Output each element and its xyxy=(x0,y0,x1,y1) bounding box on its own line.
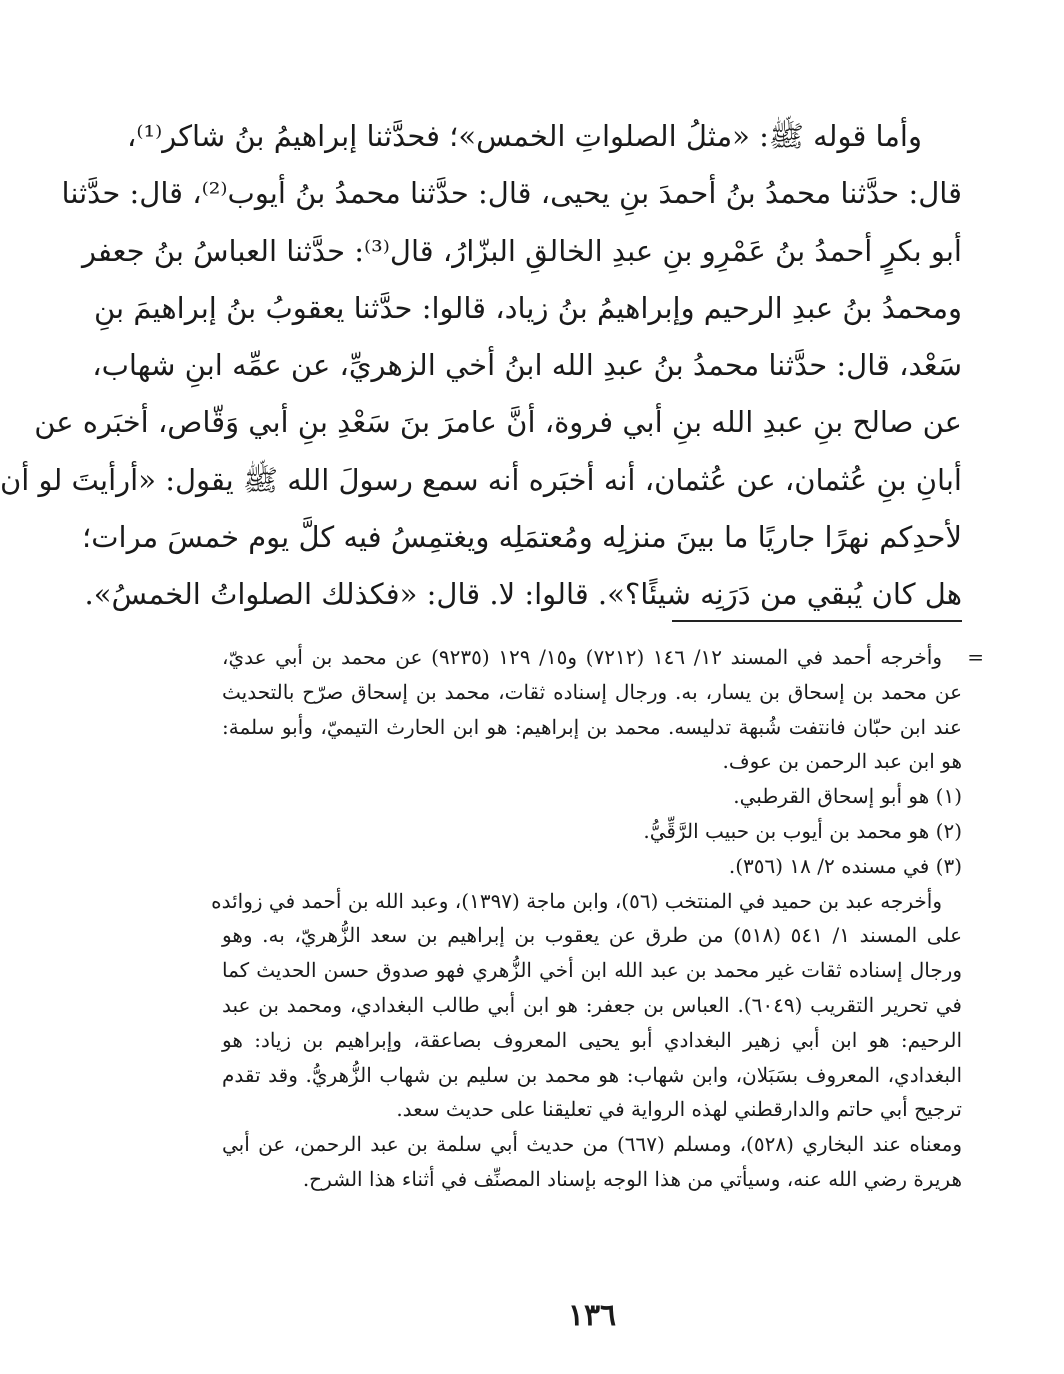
main-text-line: هل كان يُبقي من دَرَنِه شيئًا؟». قالوا: لا. قال: «فكذلك الصلواتُ الخمسُ». xyxy=(84,577,962,612)
footnote-3: (٣) في مسنده ٢/ ١٨ (٣٥٦). xyxy=(728,853,962,878)
footnote-line: ترجيح أبي حاتم والدارقطني لهذه الرواية في تعليقنا على حديث سعد. xyxy=(396,1097,962,1122)
footnotes-section xyxy=(211,640,963,1197)
main-text-line: أبانِ بنِ عُثمان، عن عُثمان، أنه أخبَره أنه سمع رسولَ الله ﷺ يقول: «أرأيتَ لو أن xyxy=(0,462,962,497)
footnote-line: ورجال إسناده ثقات غير محمد بن عبد الله ابن أخي الزُّهري فهو صدوق حسن الحديث كما xyxy=(222,958,962,983)
footnote-line: الرحيم: هو ابن أبي زهير البغدادي أبو يحيى المعروف بصاعقة، وإبراهيم بن زياد: هو xyxy=(222,1027,963,1052)
footnote-line: على المسند ١/ ٥٤١ (٥١٨) من طرق عن يعقوب بن إبراهيم بن سعد الزُّهريّ، به. وهو xyxy=(222,923,962,948)
main-text-line: أبو بكرٍ أحمدُ بنُ عَمْرِو بنِ عبدِ الخالقِ البزّارُ، قال⁽³⁾: حدَّثنا العباسُ بنُ جعفر xyxy=(81,233,962,268)
footnote-divider xyxy=(672,620,962,622)
main-text-line: عن صالح بنِ عبدِ الله بنِ أبي فروة، أنَّ عامرَ بنَ سَعْدِ بنِ أبي وَقّاص، أخبَره عن xyxy=(34,405,962,440)
main-text-line: لأحدِكم نهرًا جاريًا ما بينَ منزلِه ومُعتمَلِه ويغتمِسُ فيه كلَّ يوم خمسَ مرات؛ xyxy=(82,520,962,555)
footnote-line: في تحرير التقريب (٦٠٤٩). العباس بن جعفر: هو ابن أبي طالب البغدادي، ومحمد بن عبد xyxy=(222,992,962,1017)
main-text-line: ومحمدُ بنُ عبدِ الرحيم وإبراهيمُ بنُ زياد، قالوا: حدَّثنا يعقوبُ بنُ إبراهيمَ بنِ xyxy=(93,290,962,325)
footnote-continuation-marker: = xyxy=(967,645,984,669)
main-text-line: سَعْد، قال: حدَّثنا محمدُ بنُ عبدِ الله ابنُ أخي الزهريِّ، عن عمِّه ابنِ شهاب، xyxy=(92,348,962,383)
footnote-line: وأخرجه عبد بن حميد في المنتخب (٥٦)، وابن ماجة (١٣٩٧)، وعبد الله بن أحمد في زوائده xyxy=(211,888,942,913)
page-number: ١٣٦ xyxy=(567,1298,617,1333)
footnote-2: (٢) هو محمد بن أيوب بن حبيب الرَّقِّيُّ. xyxy=(643,818,962,843)
footnote-line: عند ابن حبّان فانتفت شُبهة تدليسه. محمد بن إبراهيم: هو ابن الحارث التيميّ، وأبو سلمة: xyxy=(222,714,962,739)
footnote-line: عن محمد بن إسحاق بن يسار، به. ورجال إسناده ثقات، محمد بن إسحاق صرّح بالتحديث xyxy=(222,679,963,704)
footnote-1: (١) هو أبو إسحاق القرطبي. xyxy=(733,784,962,809)
footnote-line: هريرة رضي الله عنه، وسيأتي من هذا الوجه بإسناد المصنِّف في أثناء هذا الشرح. xyxy=(302,1166,962,1191)
footnote-line: البغدادي، المعروف بسَبَلان، وابن شهاب: هو محمد بن سليم بن شهاب الزُّهريُّ. وقد تقدم xyxy=(222,1062,962,1087)
footnote-line: وأخرجه أحمد في المسند ١٢/ ١٤٦ (٧٢١٢) و١٥/ ١٢٩ (٩٢٣٥) عن محمد بن أبي عديّ، xyxy=(222,645,942,669)
footnote-line: هو ابن عبد الرحمن بن عوف. xyxy=(722,749,962,774)
main-text-line: قال: حدَّثنا محمدُ بنُ أحمدَ بنِ يحيى، قال: حدَّثنا محمدُ بنُ أيوب⁽²⁾، قال: حدَّثنا xyxy=(61,176,962,211)
footnote-line: ومعناه عند البخاري (٥٢٨)، ومسلم (٦٦٧) من حديث أبي سلمة بن عبد الرحمن، عن أبي xyxy=(222,1132,962,1157)
main-text-body xyxy=(0,108,962,624)
main-text-line: وأما قوله ﷺ: «مثلُ الصلواتِ الخمس»؛ فحدَّثنا إبراهيمُ بنُ شاكر⁽¹⁾، xyxy=(126,119,922,153)
